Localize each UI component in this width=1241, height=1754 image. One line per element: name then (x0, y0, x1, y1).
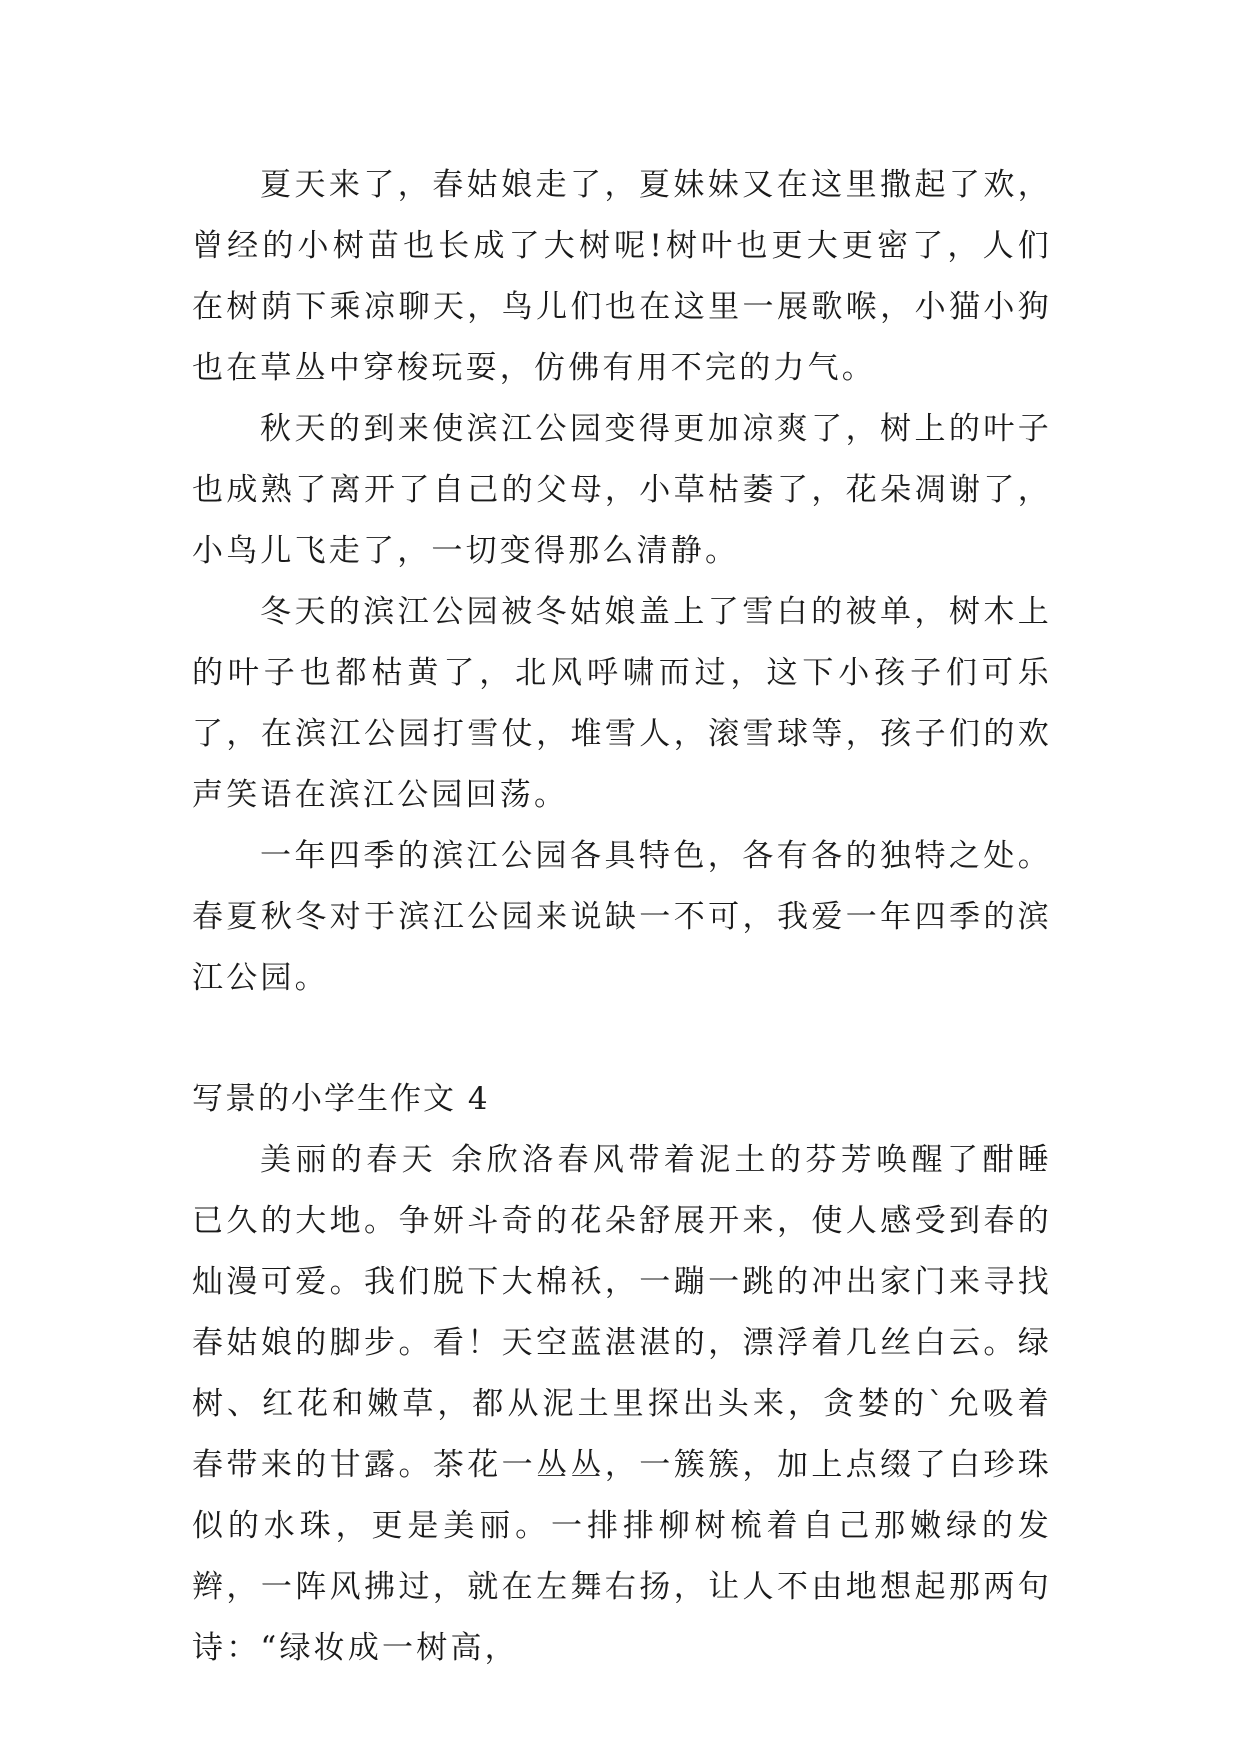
section-heading: 写景的小学生作文 4 (192, 1081, 490, 1117)
paragraph-spring: 美丽的春天 余欣洛春风带着泥土的芬芳唤醒了酣睡已久的大地。争妍斗奇的花朵舒展开来，使人感受到春的灿漫可爱。我们脱下大棉袄，一蹦一跳的冲出家门来寻找春姑娘的脚步。看！天空蓝湛湛的，漂浮着几丝白云。绿树、红花和嫩草，都从泥土里探出头来，贪婪的`允吸着春带来的甘露。茶花一丛丛，一簇簇，加上点缀了白珍珠似的水珠，更是美丽。一排排柳树梳着自己那嫩绿的发辫，一阵风拂过，就在左舞右扬，让人不由地想起那两句诗：“绿妆成一树高， (192, 1142, 1052, 1666)
paragraph-autumn: 秋天的到来使滨江公园变得更加凉爽了，树上的叶子也成熟了离开了自己的父母，小草枯萎了，花朵凋谢了，小鸟儿飞走了，一切变得那么清静。 (192, 411, 1052, 569)
paragraph-winter: 冬天的滨江公园被冬姑娘盖上了雪白的被单，树木上的叶子也都枯黄了，北风呼啸而过，这下小孩子们可乐了，在滨江公园打雪仗，堆雪人，滚雪球等，孩子们的欢声笑语在滨江公园回荡。 (192, 594, 1052, 813)
document-page (192, 155, 1052, 1679)
paragraph-conclusion: 一年四季的滨江公园各具特色，各有各的独特之处。春夏秋冬对于滨江公园来说缺一不可，我爱一年四季的滨江公园。 (192, 838, 1052, 996)
paragraph-summer: 夏天来了，春姑娘走了，夏妹妹又在这里撒起了欢，曾经的小树苗也长成了大树呢!树叶也更大更密了，人们在树荫下乘凉聊天，鸟儿们也在这里一展歌喉，小猫小狗也在草丛中穿梭玩耍，仿佛有用不完的力气。 (192, 167, 1052, 386)
